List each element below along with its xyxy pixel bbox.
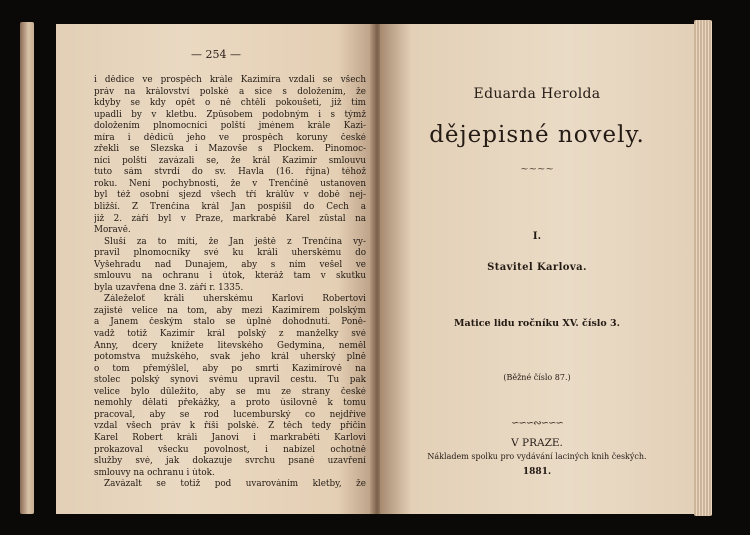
text-line: již 2. září byl v Praze, markrabě Karel zůstal na: [94, 213, 366, 224]
title-page: [380, 24, 694, 514]
text-line: služby své, jak dokazuje svrchu psané uzavření: [94, 456, 366, 467]
text-line: zajisté velice na tom, aby mezi Kazimírem polským: [94, 305, 366, 316]
text-line: Záleželoť králi uherskému Karlovi Robertovi: [104, 294, 366, 305]
text-line: bližší. Z Trenčína král Jan pospíšil do Čech a: [94, 202, 366, 213]
text-line: práv na království polské a sice s doložením, že: [94, 86, 366, 97]
text-line: kdyby se kdy opět o ně chtěli pokoušeti, již tím: [94, 98, 366, 109]
body-text: [94, 75, 366, 491]
series-info: Matice lidu ročníku XV. číslo 3.: [454, 318, 620, 329]
text-line: i dědice ve prospěch krále Kazimíra vzdali se všech: [94, 75, 366, 85]
publisher: Nákladem spolku pro vydávání laciných knih českých.: [427, 452, 647, 461]
text-line: prokazoval všecku povolnost, i nabízel ochotně: [94, 444, 366, 455]
text-line: o tom přemýšlel, aby po smrti Kazimírově na: [94, 363, 366, 374]
text-line: byla uzavřena dne 3. září r. 1335.: [94, 282, 244, 293]
text-line: míra i dědiců jeho ve prospěch koruny české: [94, 132, 366, 143]
text-line: níci polští zavázali se, že král Kazimír smlouvu: [94, 155, 366, 166]
left-page: [56, 24, 376, 514]
text-line: Vyšehradu nad Dunajem, aby s ním vešel ve: [94, 259, 366, 270]
text-line: smlouvy na ochranu i útok.: [94, 467, 215, 478]
publication-place: V PRAZE.: [511, 437, 563, 449]
text-line: roku. Není pochybnosti, že v Trenčíně ustanoven: [94, 178, 366, 189]
ornament-tilde: ~~~~: [520, 164, 554, 175]
right-page-edges: [694, 20, 712, 516]
part-number: I.: [532, 231, 542, 242]
text-line: Zavázalt se totiž pod uvarováním kletby, že: [104, 479, 366, 490]
text-line: velice bylo důležito, aby se mu ze strany české: [94, 386, 366, 397]
text-line: a Janem českým stalo se úplné dohodnutí. Poně-: [94, 317, 366, 328]
text-line: doložením plnomocníci polští jménem krále Kazi-: [94, 121, 366, 132]
ornament-rule: ∽∽∽∾∽∽∽: [511, 418, 563, 429]
text-line: zřekli se Slezska i Mazovše s Plockem. Pinomoc-: [94, 144, 366, 155]
left-page-edges: [20, 22, 34, 514]
text-line: Anny, dcery knížete litevského Gedymina, neměl: [94, 340, 366, 351]
text-line: vadž totiž Kazimír král polský z manželky své: [94, 329, 366, 340]
text-line: Karel Robert králi Janovi i markraběti Karlovi: [94, 432, 366, 443]
text-line: upadli by v kletbu. Způsobem podobným i s týmž: [94, 109, 366, 120]
text-line: byl též osobní sjezd všech tří králův v době nej-: [94, 190, 366, 201]
text-line: pracoval, aby se rod lucemburský co nejdříve: [94, 409, 366, 420]
text-line: Moravě.: [94, 225, 131, 236]
text-line: vzdal všech práv k říši polské. Z těch tedy příčin: [94, 421, 366, 432]
text-line: potomstva mužského, svak jeho král uherský plně: [94, 352, 366, 363]
open-book: [20, 18, 712, 518]
text-line: stolec polský synovi svému upravil cestu. Tu pak: [94, 375, 366, 386]
text-line: smlouvu na ochranu i útok, kteráž tam v skutku: [94, 271, 366, 282]
text-line: pravil plnomocníky své ku králi uherskému do: [94, 248, 366, 259]
text-line: nemohly dělati překážky, a proto úsilovně k tomu: [94, 398, 366, 409]
text-line: Sluší za to míti, že Jan ještě z Trenčína vy-: [104, 236, 366, 247]
publication-year: 1881.: [522, 467, 552, 477]
page-number: — 254 —: [191, 48, 241, 61]
book-title: dějepisné novely.: [429, 122, 645, 148]
running-number: (Běžné číslo 87.): [503, 373, 571, 382]
text-line: tuto sám stvrdí do sv. Havla (16. října) téhož: [94, 167, 366, 178]
subtitle: Stavitel Karlova.: [487, 262, 587, 273]
author-name: Eduarda Herolda: [473, 86, 601, 102]
